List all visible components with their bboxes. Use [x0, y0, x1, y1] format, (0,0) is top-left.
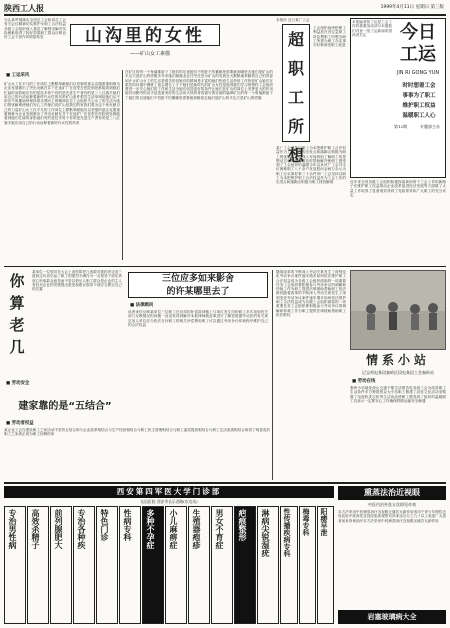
- story2-body: 某厂工会坚持以职工为本把维护职工合法权益作为工会工作的出发点和落脚点积极为职工排忧解难他们深入车间班组了解职工的思想动态和实际困难及时帮助解决使职工感受到了工会组织的温暖今年以来该厂工会共走访困难职工八十余户发放慰问金两万余元为职工办实事好事三十余件该厂工会坚持以职工为本把维护职工合法权益作为工会工作的出发点和落脚点积极为职工排忧解难: [276, 146, 346, 185]
- section-tag-2: ■ 劳动安全: [6, 381, 30, 386]
- story5-body: 读者来信反映某单位三位职工在应得的补偿款问题上与单位发生纠纷职工多次找到有关部门反映情况但问题一直没有得到解决本报律师就此事进行了解答根据劳动法的有关规定用人单位应当依法支付职工的相关补偿费用职工可以通过劳动争议仲裁程序维护自己的合法权益: [128, 310, 268, 327]
- story2-headline: 超职工所想: [282, 24, 310, 142]
- story3-editor: 专题部主办: [420, 124, 440, 129]
- story1-headline: 山沟里的女性: [70, 24, 220, 46]
- story4-body: 某单位一位领导在大会上说你算老几竟敢对我的决定说三道四这句话引起了职工的强烈不满作为一名领导干部应该虚心听取群众意见而不是以势压人职工群众是企业的主人有权对企业的决策提出意见和建议领导干部应当摆正自己的位置: [32, 270, 122, 292]
- story3-text: 本报编者按工运是工会工作的重要组成部分本期我们刊登一组工运新闻希望读者关注: [352, 20, 392, 37]
- ad-left-title: 西安第四军医大学门诊部: [4, 486, 334, 498]
- paper-name: 陕西工人报: [4, 4, 44, 13]
- story4-headline: 你算老几: [9, 272, 25, 356]
- ad-cell-3: 前列腺肥大: [50, 506, 72, 624]
- ad-right-footer: 岩塞玻璃病大全: [338, 610, 446, 624]
- story6-photo: [350, 270, 446, 350]
- section-tag-3: ■ 法律顾问: [130, 303, 154, 308]
- middle-column-text: 随着改革的不断深入劳动关系发生了深刻变化劳动争议案件逐年增多如何依法维护职工合法权益成为各级工会组织面临的一项重要任务工会组织要积极参与劳动争议的调解和仲裁工作为职工提供法律援助帮助职工依法维权随着改革的不断深入劳动关系发生了深刻变化劳动争议案件逐年增多如何依法维护职工合法权益成为各级工会组织面临的一项重要任务工会组织要积极参与劳动争议的调解和仲裁工作为职工提供法律援助帮助职工依法维权: [276, 270, 346, 317]
- ad-section-rule: [4, 482, 446, 484]
- story6-caption: 记宝鸡电务段秦岭区段电务段工会秦岭站: [362, 370, 434, 375]
- ad-cell-15: 阳痿早泄: [317, 506, 334, 624]
- story7-headline: 建家靠的是“五结合”: [18, 401, 112, 412]
- ad-left-subtitle: 友谊医院 西安市长乐西路(东边站): [140, 499, 198, 504]
- story3-pinyin: JIN RI GONG YUN: [396, 70, 440, 76]
- story1-body-a: 矿山女工在平凡的工作岗位上默默奉献她们以坚强的意志克服重重困难为企业发展做出了突出贡献在井下在选矿厂在食堂在医院到处都能看到她们忙碌的身影她们有的是技术骨干有的是先进生产者有的是三八红旗手她们用自己的行动诠释着新时代女性的风采矿山条件艰苦生活单调但她们从不叫苦不叫累始终保持着乐观向上的精神状态工会组织关心女工的生活为她们排忧解难使她们安心工作她们说矿山是我们的家我们要为这个家贡献自己的力量矿山女工在平凡的工作岗位上默默奉献她们以坚强的意志克服重重困难为企业发展做出了突出贡献在井下在选矿厂在食堂在医院到处都能看到她们忙碌的身影她们有的是技术骨干有的是先进生产者有的是三八红旗手她们用自己的行动诠释着新时代女性的风采: [4, 82, 120, 125]
- story1-subhead: ——矿山女工素描: [130, 51, 171, 57]
- mid-rule-1: [4, 266, 446, 267]
- ad-cell-4: 专治各种疾: [73, 506, 95, 624]
- story3-motto-3: 维护职工权益: [402, 103, 436, 109]
- section-tag-5: ■ 劳动者权益: [6, 421, 34, 426]
- date-line: 1999年4月11日 星期日 第三版: [380, 5, 444, 10]
- story3-issue: 第12期: [394, 124, 408, 129]
- story3-motto-4: 温暖职工人心: [402, 113, 436, 119]
- column-rule-1: [122, 70, 123, 260]
- ad-right-body: 本方法采用中药熏蒸治疗近视眼无痛苦无副作用适用于青少年假性近视及轻中度真性近视经临床观察有效率达百分之九十以上欢迎广大患者前来咨询治疗本方法采用中药熏蒸治疗近视眼无痛苦无副作用: [338, 510, 446, 523]
- ad-cell-11: 疤痕整形: [234, 506, 256, 624]
- column-rule-2: [272, 270, 273, 480]
- story6-headline: 情系小站: [365, 353, 430, 367]
- story5-subhead: 的许某哪里去了: [166, 287, 230, 297]
- ad-cell-7: 多种不孕症: [142, 506, 164, 624]
- ad-cell-13: 性传播疾病专科: [280, 506, 298, 624]
- masthead-rule: [4, 14, 446, 16]
- left-text-block-1: 为认真贯彻落实全国总工会和省总工会有关会议精神切实维护女职工合法权益各级工会组织深入基层了解情况解决实际困难取得了较好效果职工群众反映良好工会干部作风明显转变: [4, 18, 66, 40]
- ad-cell-5: 特色门诊: [96, 506, 118, 624]
- ad-cell-12: 淋病尖锐湿疣: [257, 506, 279, 624]
- story6-body: 秦岭小站地处深山交通不便生活艰苦电务段工会为改善职工生活条件多方筹措资金为小站职工修建了浴室文化活动室购置了电视机洗衣机等生活用品使职工感受到了组织的温暖职工们表示一定要安心工作确保铁路运输安全畅通: [350, 386, 446, 403]
- ad-cell-10: 男女不育症: [211, 506, 233, 624]
- ad-cell-8: 小儿麻痹症: [165, 506, 187, 624]
- ad-cell-1: 专治男性病: [4, 506, 26, 624]
- story2-side-text: 工会组织始终把职工利益放在首位急职工所急想职工所想办职工所需为职工办实事办好事深受职工欢迎: [313, 26, 346, 48]
- story7-body: 某企业工会在建设职工之家活动中坚持五结合即与企业改革相结合与生产经营相结合与职工民主管理相结合与职工素质提高相结合与职工生活改善相结合取得了明显成效职工之家真正成为职工信赖的家: [4, 428, 270, 437]
- ad-cell-2: 高效杀精子: [27, 506, 49, 624]
- section-tag-4: ■ 劳动在线: [352, 379, 376, 384]
- story3-big-title: 今日工运: [400, 22, 436, 65]
- ad-cell-14: 梅毒专科: [299, 506, 316, 624]
- story5-headline: 三位应多如来影舍: [161, 274, 234, 284]
- story1-body-b: 在矿区的每一个角落都留下了她们的足迹她们不怕脏不怕累哪里需要就到哪里去她们是矿山的半边天是矿山的骄傲多年来她们兢兢业业任劳任怨为矿山的发展壮大默默地奉献着自己的青春和汗水矿山女工的生活是艰苦的但她们的精神是丰富的她们热爱生活热爱工作热爱矿山她们在艰苦的环境中磨炼了意志增长了才干她们是新时代的矿山女性是值得我们学习的榜样工会组织要进一步关心她们的工作和生活为她们创造更好的条件让她们在矿山的岗位上发挥更大的作用她们用勤劳的双手创造着美好的生活用火热的青春谱写着壮丽的篇章矿区的每一个角落都留下了她们的足迹她们不怕脏不怕累哪里需要就到哪里去她们是矿山的半边天是矿山的骄傲: [125, 70, 273, 100]
- story3-motto-2: 事事为了职工: [402, 93, 436, 99]
- ad-right-title: 熏蒸法治近视眼: [338, 486, 446, 500]
- ad-cell-9: 生殖器疱疹: [188, 506, 210, 624]
- story3-motto-1: 时时想着工会: [402, 83, 436, 89]
- right-text-block: 近年来全省各级工会组织积极探索新形势下工会工作的新路子在维护职工权益推动企业改革促进经济发展等方面做了大量工作取得了显著成效得到了党政领导和广大职工的充分肯定: [350, 180, 446, 197]
- section-tag-1: ■ 工运采风: [6, 73, 30, 78]
- ad-right-subtitle: 中医内治外洗五次即见奇效: [368, 502, 416, 507]
- story2-top-text: 本报讯 近日某厂工会: [276, 18, 310, 22]
- story5-box: [128, 272, 268, 298]
- ad-cell-6: 性病专科: [119, 506, 141, 624]
